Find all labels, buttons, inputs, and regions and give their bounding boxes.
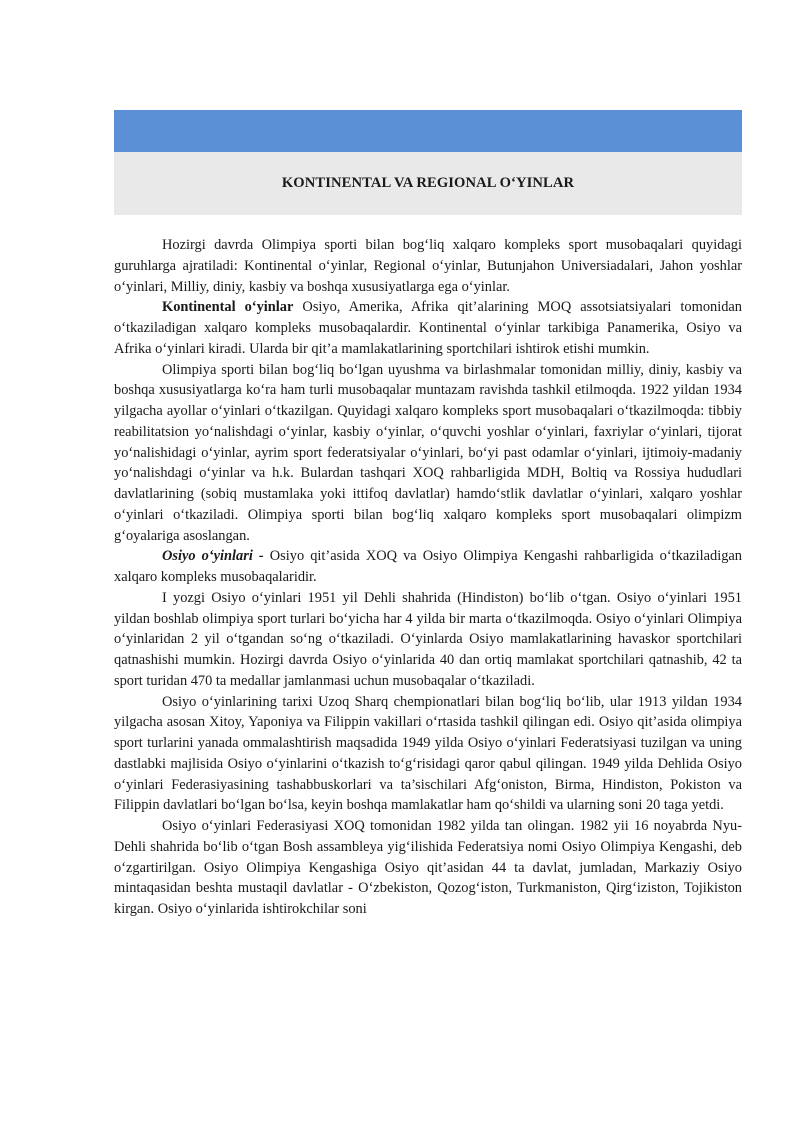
paragraph-text: Osiyo, Amerika, Afrika qit’alarining MOQ assotsiatsiyalari tomonidan o‘tkaziladigan xalqaro kompleks musobaqalardir. Kontinental o‘yinlar tarkibiga Panamerika, Osiyo va Afrika o‘yinlari kiradi. Ularda bir qit’a mamlakatlarining sportchilari ishtirok etishi mumkin. [114,299,742,357]
paragraph-text: Hozirgi davrda Olimpiya sporti bilan bog‘liq xalqaro kompleks sport musobaqalari quyidagi guruhlarga ajratiladi: Kontinental o‘yinlar, Regional o‘yinlar, Butunjahon Universiadalari, Jahon yoshlar o‘yinlari, Milliy, diniy, kasbiy va boshqa xususiyatlarga ega o‘yinlar. [114,237,742,295]
title-band [114,152,742,215]
paragraph-text: Olimpiya sporti bilan bog‘liq bo‘lgan uyushma va birlashmalar tomonidan milliy, diniy, kasbiy va boshqa xususiyatlarga ko‘ra ham turli musobaqalar muntazam ravishda tashkil etilmoqda. 1922 yildan 1934 yilgacha ayollar o‘yinlari o‘tkazilgan. Quyidagi xalqaro kompleks sport musobaqalari o‘tkazilmoqda: tibbiy reabilitatsion yo‘nalishdagi o‘yinlar, kasbiy o‘yinlar, o‘quvchi yoshlar o‘yinlari, faxriylar o‘yinlari, tijorat yo‘nalishidagi o‘yinlar, ayrim sport federatsiyalar o‘yinlari, bo‘yi past odamlar o‘yinlari, ijtimoiy-madaniy yo‘nalishdagi o‘yinlar va h.k. Bulardan tashqari XOQ rahbarligida MDH, Boltiq va Rossiya hududlari davlatlarining (sobiq mustamlaka yoki ittifoq davlatlar) hamdo‘stlik davlatlar o‘yinlari, xalqaro yoshlar o‘yinlari o‘tkaziladi. Olimpiya sporti bilan bog‘liq xalqaro kompleks sport musobaqalari olimpizm g‘oyalariga asoslangan. [114,361,742,544]
paragraph-1 [114,235,742,297]
paragraph-text: Osiyo o‘yinlarining tarixi Uzoq Sharq chempionatlari bilan bog‘liq bo‘lib, ular 1913 yildan 1934 yilgacha asosan Xitoy, Yaponiya va Filippin vakillari o‘rtasida tashkil qilingan edi. Osiyo qit’asida olimpiya sport turlarini yanada ommalashtirish maqsadida 1949 yilda Osiyo o‘yinlari Federatsiyasi tuzilgan va uning dastlabki majlisida Osiyo o‘yinlarini o‘tkazish to‘g‘risidagi qaror qabul qilingan. 1949 yilda Dehlida Osiyo o‘yinlari Federasiyasining tashabbuskorlari va ta’sischilari Afg‘oniston, Birma, Hindiston, Pokiston va Filippin davlatlari bo‘lgan bo‘lsa, keyin boshqa mamlakatlar ham qo‘shildi va ularning soni 20 taga yetdi. [114,693,742,814]
page-title: KONTINENTAL VA REGIONAL O‘YINLAR [281,175,575,191]
document-body [114,235,742,920]
header-color-band [114,110,742,152]
paragraph-text: I yozgi Osiyo o‘yinlari 1951 yil Dehli shahrida (Hindiston) bo‘lib o‘tgan. Osiyo o‘yinlari 1951 yildan boshlab olimpiya sport turlari bo‘yicha har 4 yilda bir marta o‘tkazilmoqda. Osiyo o‘yinlari Olimpiya o‘yinlaridan 2 yil o‘tgandan so‘ng o‘tkaziladi. O‘yinlarda Osiyo mamlakatlarining havaskor sportchilari qatnashishi mumkin. Hozirgi davrda Osiyo o‘yinlarida 40 dan ortiq mamlakat sportchilari qatnashib, 42 ta sport turidan 470 ta medallar jamlanmasi uchun musobaqalar o‘tkaziladi. [114,589,742,689]
paragraph-6 [114,692,742,817]
paragraph-2 [114,297,742,359]
paragraph-4 [114,546,742,588]
paragraph-7 [114,816,742,920]
paragraph-text: Osiyo qit’asida XOQ va Osiyo Olimpiya Kengashi rahbarligida o‘tkaziladigan xalqaro kompleks musobaqalaridir. [114,548,742,585]
paragraph-lead-term: Osiyo o‘yinlari - [162,548,264,565]
paragraph-5 [114,588,742,692]
paragraph-text: Osiyo o‘yinlari Federasiyasi XOQ tomonidan 1982 yilda tan olingan. 1982 yii 16 noyabrda Nyu-Dehli shahrida bo‘lib o‘tgan Bosh assambleya yig‘ilishida Federatsiya nomi Osiyo Olimpiya Kengashi, deb o‘zgartirilgan. Osiyo Olimpiya Kengashiga Osiyo qit’asidan 44 ta davlat, jumladan, Markaziy Osiyo mintaqasidan beshta mustaqil davlatlar - O‘zbekiston, Qozog‘iston, Turkmaniston, Qirg‘iziston, Tojikiston kirgan. Osiyo o‘yinlarida ishtirokchilar soni [114,818,742,917]
paragraph-3 [114,360,742,547]
paragraph-lead-term: Kontinental o‘yinlar [162,299,294,316]
